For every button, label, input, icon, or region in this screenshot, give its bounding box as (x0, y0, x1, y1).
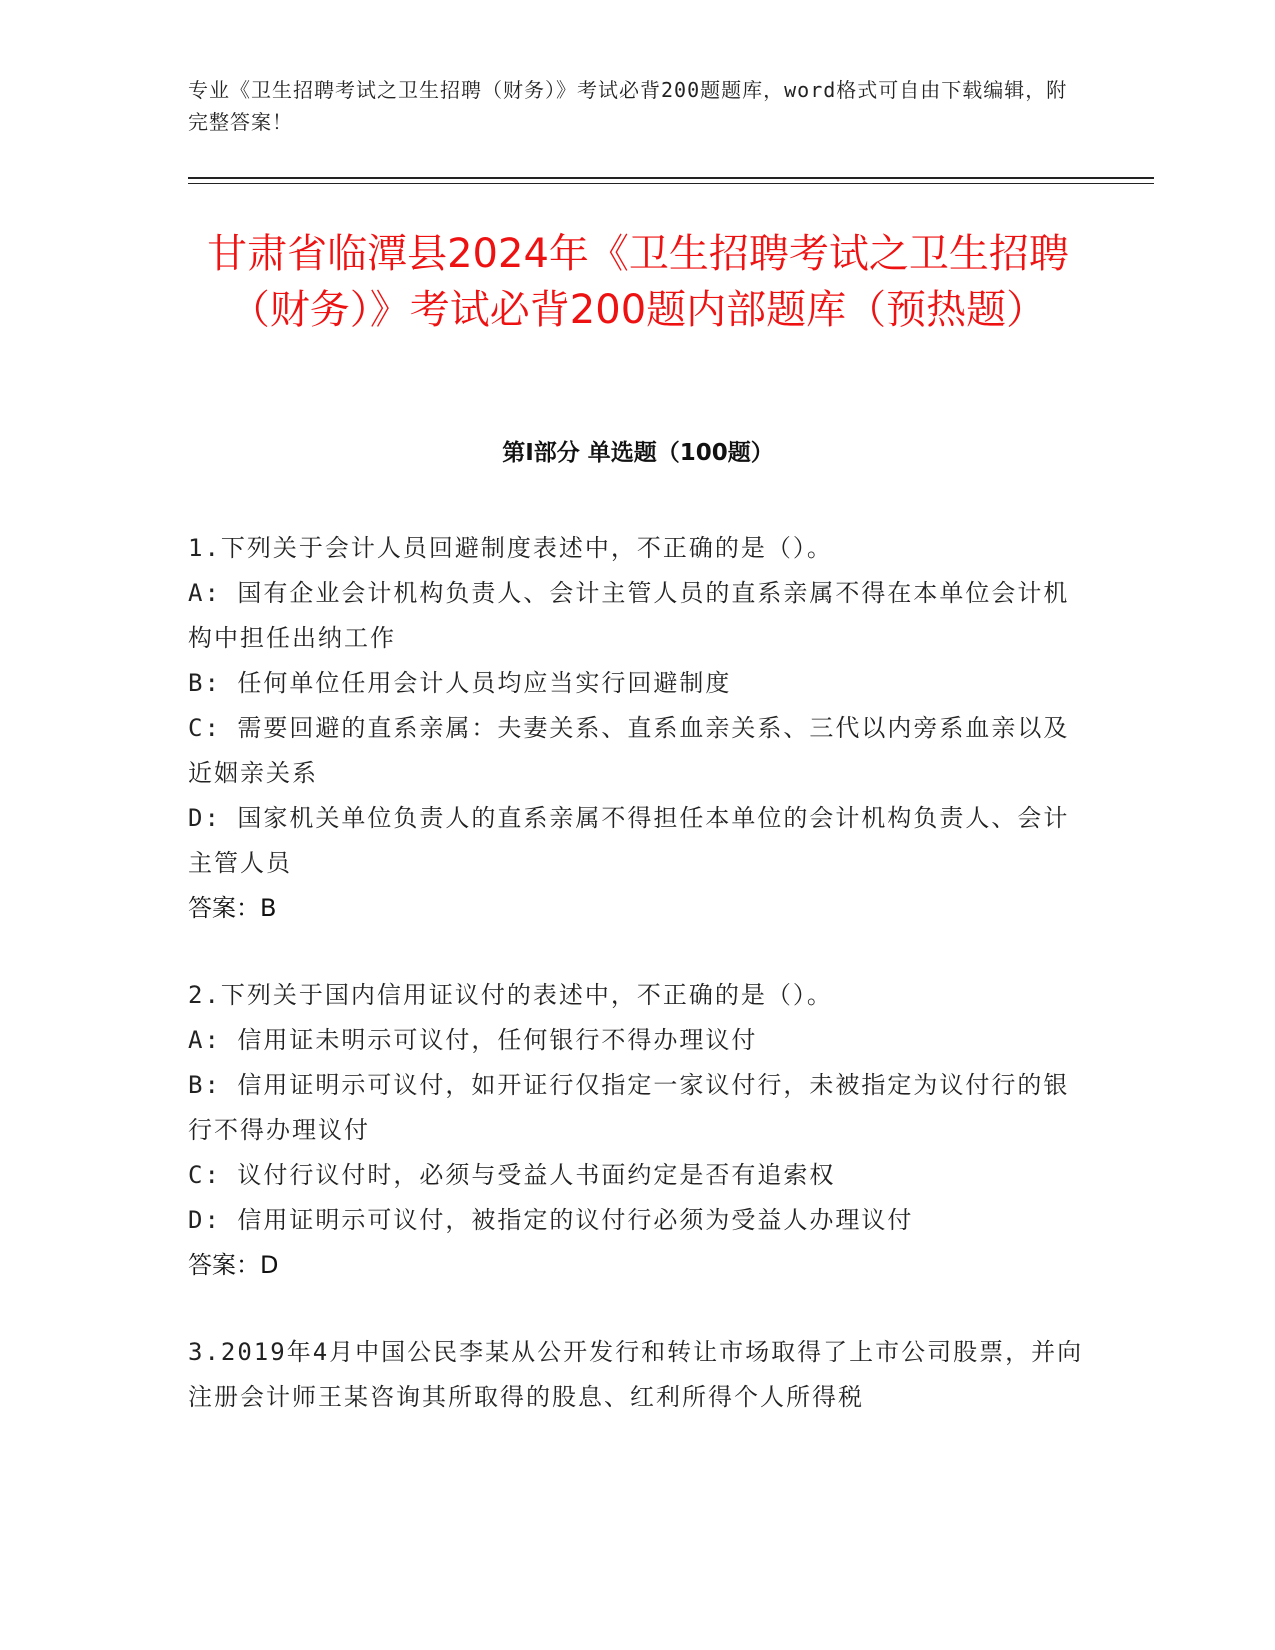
question-item (188, 973, 1088, 1288)
question-stem: 2.下列关于国内信用证议付的表述中，不正确的是（）。 (188, 981, 833, 1009)
header-divider-thin (188, 183, 1154, 184)
option-a: A: 信用证未明示可议付，任何银行不得办理议付 (188, 1026, 758, 1054)
answer-label: 答案：D (188, 1251, 279, 1279)
question-item (188, 526, 1088, 931)
question-stem: 1.下列关于会计人员回避制度表述中，不正确的是（）。 (188, 534, 833, 562)
option-d: D: 信用证明示可议付，被指定的议付行必须为受益人办理议付 (188, 1206, 914, 1234)
option-d: D: 国家机关单位负责人的直系亲属不得担任本单位的会计机构负责人、会计主管人员 (188, 804, 1070, 877)
question-stem: 3.2019年4月中国公民李某从公开发行和转让市场取得了上市公司股票，并向注册会计师王某咨询其所取得的股息、红利所得个人所得税 (188, 1338, 1084, 1411)
option-a: A: 国有企业会计机构负责人、会计主管人员的直系亲属不得在本单位会计机构中担任出纳工作 (188, 579, 1070, 652)
option-c: C: 议付行议付时，必须与受益人书面约定是否有追索权 (188, 1161, 836, 1189)
section-heading: 第I部分 单选题（100题） (502, 440, 774, 466)
question-list (188, 526, 1088, 1462)
answer-label: 答案：B (188, 894, 277, 922)
option-c: C: 需要回避的直系亲属：夫妻关系、直系血亲关系、三代以内旁系血亲以及近姻亲关系 (188, 714, 1070, 787)
header-note: 专业《卫生招聘考试之卫生招聘（财务）》考试必背200题题库，word格式可自由下载编辑，附完整答案！ (188, 78, 1068, 134)
header-divider-thick (188, 177, 1154, 179)
option-b: B: 信用证明示可议付，如开证行仅指定一家议付行，未被指定为议付行的银行不得办理议付 (188, 1071, 1070, 1144)
document-title: 甘肃省临潭县2024年《卫生招聘考试之卫生招聘（财务）》考试必背200题内部题库（预热题） (207, 231, 1069, 333)
question-item (188, 1330, 1088, 1420)
option-b: B: 任何单位任用会计人员均应当实行回避制度 (188, 669, 732, 697)
